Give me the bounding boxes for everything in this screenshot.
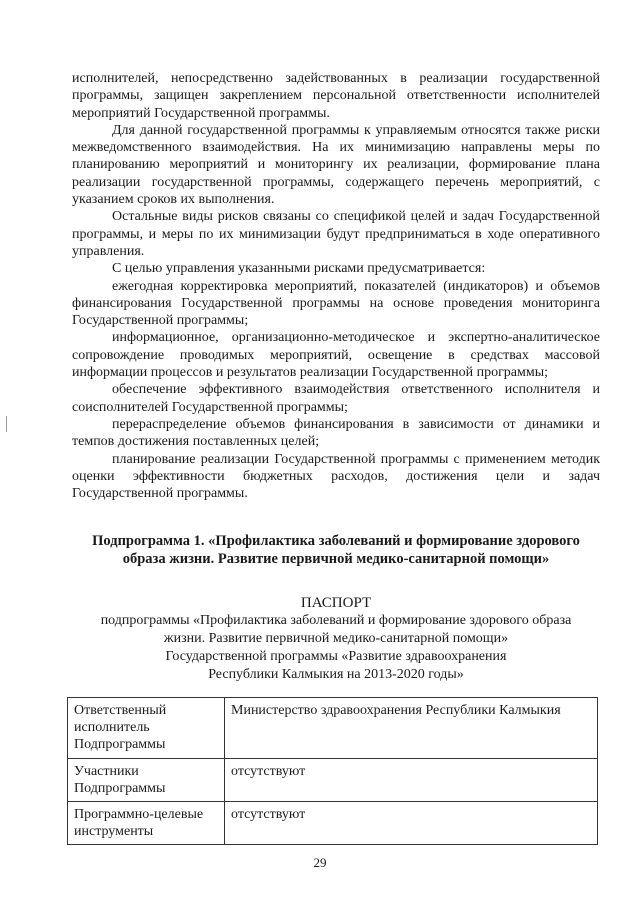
table-row [68, 802, 598, 845]
heading-line-2: образа жизни. Развитие первичной медико-санитарной помощи» [122, 551, 550, 568]
table-cell-label: Участники Подпрограммы [68, 759, 225, 802]
table-cell-label: Ответственный исполнитель Подпрограммы [68, 698, 225, 759]
passport-sub-line-4: Республики Калмыкия на 2013-2020 годы» [208, 667, 464, 683]
table-cell-value: отсутствуют [225, 759, 598, 802]
table-cell-label: Программно-целевые инструменты [68, 802, 225, 845]
page-number: 29 [313, 855, 327, 870]
passport-sub-line-2: жизни. Развитие первичной медико-санитарной помощи» [163, 631, 509, 647]
heading-line-1: Подпрограмма 1. «Профилактика заболеваний и формирование здорового [92, 533, 580, 550]
paragraph-2: Для данной государственной программы к управляемым относятся также риски межведомственного взаимодействия. На их минимизацию направлены меры по планированию мероприятий и мониторингу их реализации, формирование плана реализации государственной программы, содержащего перечень мероприятий, с указанием сроков их выполнения. [72, 122, 600, 208]
paragraph-4: С целью управления указанными рисками предусматривается: [112, 261, 486, 277]
passport-subtitle [72, 612, 600, 684]
passport-sub-line-1: подпрограммы «Профилактика заболеваний и формирование здорового образа [100, 613, 572, 629]
paragraph-8: перераспределение объемов финансирования в зависимости от динамики и темпов достижения поставленных целей; [72, 416, 600, 450]
paragraph-3: Остальные виды рисков связаны со спецификой целей и задач Государственной программы, и меры по их минимизации будут предприниматься в ходе оперативного управления. [72, 209, 600, 259]
subprogram-heading [72, 532, 600, 568]
paragraph-6: информационное, организационно-методическое и экспертно-аналитическое сопровождение проводимых мероприятий, освещение в средствах массовой информации процессов и результатов реализации Государственной программы; [72, 330, 600, 381]
table-row [68, 698, 598, 759]
table-row [68, 759, 598, 802]
body-text [72, 70, 600, 502]
paragraph-7: обеспечение эффективного взаимодействия ответственного исполнителя и соисполнителей Государственной программы; [72, 382, 600, 415]
paragraph-9: планирование реализации Государственной программы с применением методик оценки эффективности бюджетных расходов, достижения цели и задач Государственной программы. [72, 451, 600, 502]
passport-table [67, 697, 598, 845]
margin-mark [6, 416, 7, 432]
table-cell-value: отсутствуют [225, 802, 598, 845]
paragraph-1: исполнителей, непосредственно задействованных в реализации государственной программы, защищен закреплением персональной ответственности исполнителей мероприятий Государственной программы. [72, 71, 600, 121]
passport-title: ПАСПОРТ [300, 595, 372, 612]
table-cell-value: Министерство здравоохранения Республики Калмыкия [225, 698, 598, 759]
passport-sub-line-3: Государственной программы «Развитие здравоохранения [165, 649, 507, 665]
page-content [72, 70, 600, 684]
paragraph-5: ежегодная корректировка мероприятий, показателей (индикаторов) и объемов финансирования Государственной программы на основе проведения мониторинга Государственной программы; [72, 278, 600, 329]
